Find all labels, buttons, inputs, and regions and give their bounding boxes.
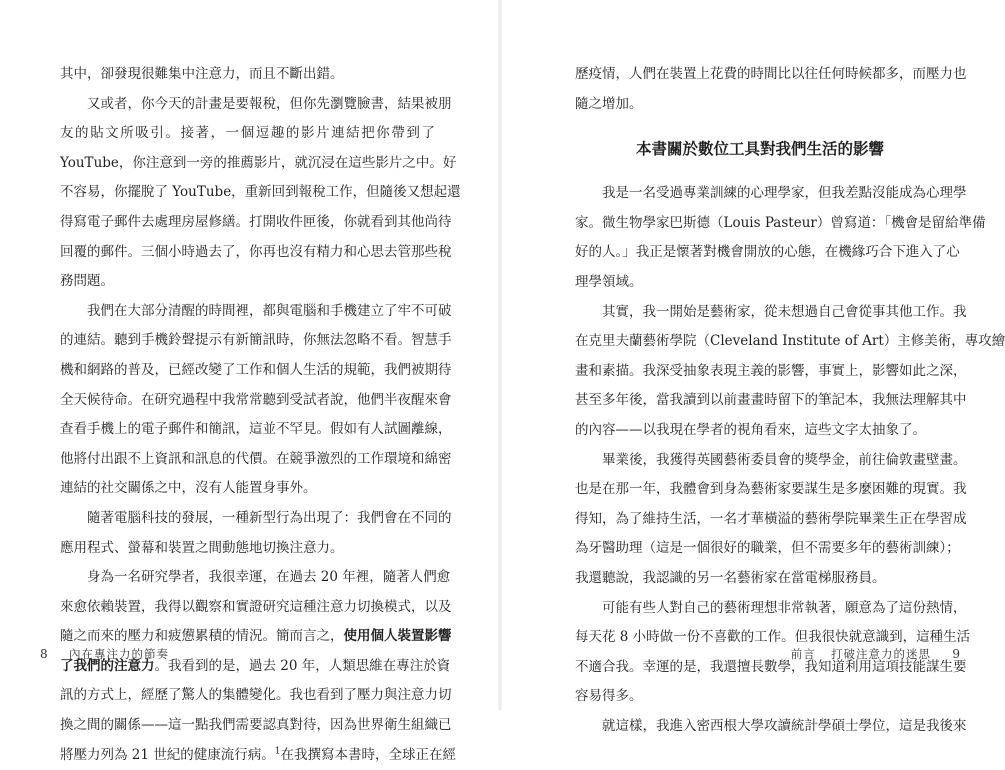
text-line: 回覆的郵件。三個小時過去了，你再也沒有精力和心思去管那些稅: [60, 243, 452, 260]
text-line: [60, 741, 456, 770]
text-line: 不適合我。幸運的是，我還擅長數學，我知道利用這項技能謀生要: [575, 658, 967, 675]
running-title: 內在專注力的節奏: [68, 647, 169, 661]
paragraph-start-line: 可能有些人對自己的藝術理想非常執著，願意為了這份熱情，: [602, 599, 967, 616]
text-line: 容易得多。: [575, 688, 643, 705]
text-line: 連結的社交關係之中，沒有人能置身事外。: [60, 480, 317, 497]
text-line: 畫和素描。我深受抽象表現主義的影響，事實上，影響如此之深，: [575, 362, 967, 379]
text-line: 理學領域。: [575, 273, 643, 290]
left-footer: [40, 646, 169, 662]
text-line: 換之間的關係——這一點我們需要認真對待，因為世界衛生組織已: [60, 717, 452, 734]
text-line: 家。微生物學家巴斯德（Louis Pasteur）曾寫道：「機會是留給準備: [575, 214, 986, 231]
bold-emphasis: 使用個人裝置影響: [343, 628, 452, 645]
text-line: 得知，為了維持生活，一名才華橫溢的藝術學院畢業生正在學習成: [575, 510, 967, 527]
text-line: 訊的方式上，經歷了驚人的集體變化。我也看到了壓力與注意力切: [60, 687, 452, 704]
running-chapter: 前言: [790, 647, 816, 661]
text-line: 歷疫情，人們在裝置上花費的時間比以往任何時候都多，而壓力也: [575, 66, 967, 82]
paragraph-start-line: 畢業後，我獲得英國藝術委員會的獎學金，前往倫敦畫壁畫。: [602, 451, 967, 468]
text-line: 他將付出跟不上資訊和訊息的代價。在競爭激烈的工作環境和綿密: [60, 450, 452, 467]
text-line: 務問題。: [60, 273, 114, 290]
text-segment: 。我看到的是，過去 20 年，人類思維在專注於資: [154, 657, 451, 674]
text-line: 甚至多年後，當我讀到以前畫畫時留下的筆記本，我無法理解其中: [575, 392, 967, 409]
running-title: 打破注意力的迷思: [831, 647, 932, 661]
text-line: 查看手機上的電子郵件和簡訊，這並不罕見。假如有人試圖離線，: [60, 421, 452, 438]
text-line: 每天花 8 小時做一份不喜歡的工作。但我很快就意識到，這種生活: [575, 629, 971, 646]
bold-emphasis: 了我們的注意力: [60, 657, 155, 674]
text-line: 為牙醫助理（這是一個很好的職業，但不需要多年的藝術訓練）；: [575, 540, 960, 557]
page-number: 9: [952, 647, 960, 661]
right-page-body: [575, 60, 1005, 741]
paragraph-start-line: 我們在大部分清醒的時間裡，都與電腦和手機建立了牢不可破: [87, 302, 452, 319]
text-line: 友的貼文所吸引。接著，一個逗趣的影片連結把你帶到了: [60, 125, 435, 142]
right-page: [500, 0, 1005, 734]
text-line: 在克里夫蘭藝術學院（Cleveland Institute of Art）主修美術，專攻繪: [575, 333, 1005, 350]
text-line: 應用程式、螢幕和裝置之間動態地切換注意力。: [60, 539, 344, 556]
text-line: 好的人。」我正是懷著對機會開放的心態，在機緣巧合下進入了心: [575, 244, 960, 261]
paragraph-start-line: 其實，我一開始是藝術家，從未想過自己會從事其他工作。我: [602, 303, 967, 320]
text-line: 來愈依賴裝置，我得以觀察和實證研究這種注意力切換模式，以及: [60, 598, 452, 615]
text-line: YouTube，你注意到一旁的推薦影片，就沉浸在這些影片之中。好: [60, 154, 457, 171]
text-line: 的連結。聽到手機鈴聲提示有新簡訊時，你無法忽略不看。智慧手: [60, 332, 452, 349]
text-line: 得寫電子郵件去處理房屋修繕。打開收件匣後，你就看到其他尚待: [60, 213, 452, 230]
paragraph-start-line: 隨著電腦科技的發展，一種新型行為出現了：我們會在不同的: [87, 509, 452, 526]
right-footer: [791, 646, 960, 662]
paragraph-start-line: 身為一名研究學者，我很幸運，在過去 20 年裡，隨著人們愈: [87, 569, 451, 586]
text-line: 的內容——以我現在學者的視角看來，這些文字太抽象了。: [575, 421, 926, 438]
text-line: 隨之增加。: [575, 95, 643, 112]
paragraph-start-line: 就這樣，我進入密西根大學攻讀統計學碩士學位，這是我後來: [602, 717, 967, 734]
text-line: 不容易，你擺脫了 YouTube，重新回到報稅工作，但隨後又想起還: [60, 184, 461, 201]
text-line: 機和網路的普及，已經改變了工作和個人生活的規範，我們被期待: [60, 361, 452, 378]
text-segment: 在我撰寫本書時，全球正在經: [280, 746, 456, 763]
paragraph-start-line: 又或者，你今天的計畫是要報稅，但你先瀏覽臉書，結果被朋: [87, 95, 452, 112]
text-segment: 將壓力列為 21 世紀的健康流行病。: [60, 746, 275, 763]
text-line: 我還聽說，我認識的另一名藝術家在當電梯服務員。: [575, 569, 886, 586]
text-line: 全天候待命。在研究過程中我常常聽到受試者說，他們半夜醒來會: [60, 391, 452, 408]
footnote-marker: 1: [274, 746, 281, 757]
left-page-body: [60, 60, 461, 770]
text-segment: 隨之而來的壓力和疲憊累積的情況。簡而言之，: [60, 628, 344, 645]
left-page: [0, 0, 500, 763]
text-line: 也是在那一年，我體會到身為藝術家要謀生是多麼困難的現實。我: [575, 481, 967, 498]
paragraph-start-line: 我是一名受過專業訓練的心理學家，但我差點沒能成為心理學: [602, 185, 967, 202]
page-number: 8: [40, 647, 48, 661]
text-line: 其中，卻發現很難集中注意力，而且不斷出錯。: [60, 66, 344, 82]
section-heading: 本書關於數位工具對我們生活的影響: [635, 139, 884, 159]
